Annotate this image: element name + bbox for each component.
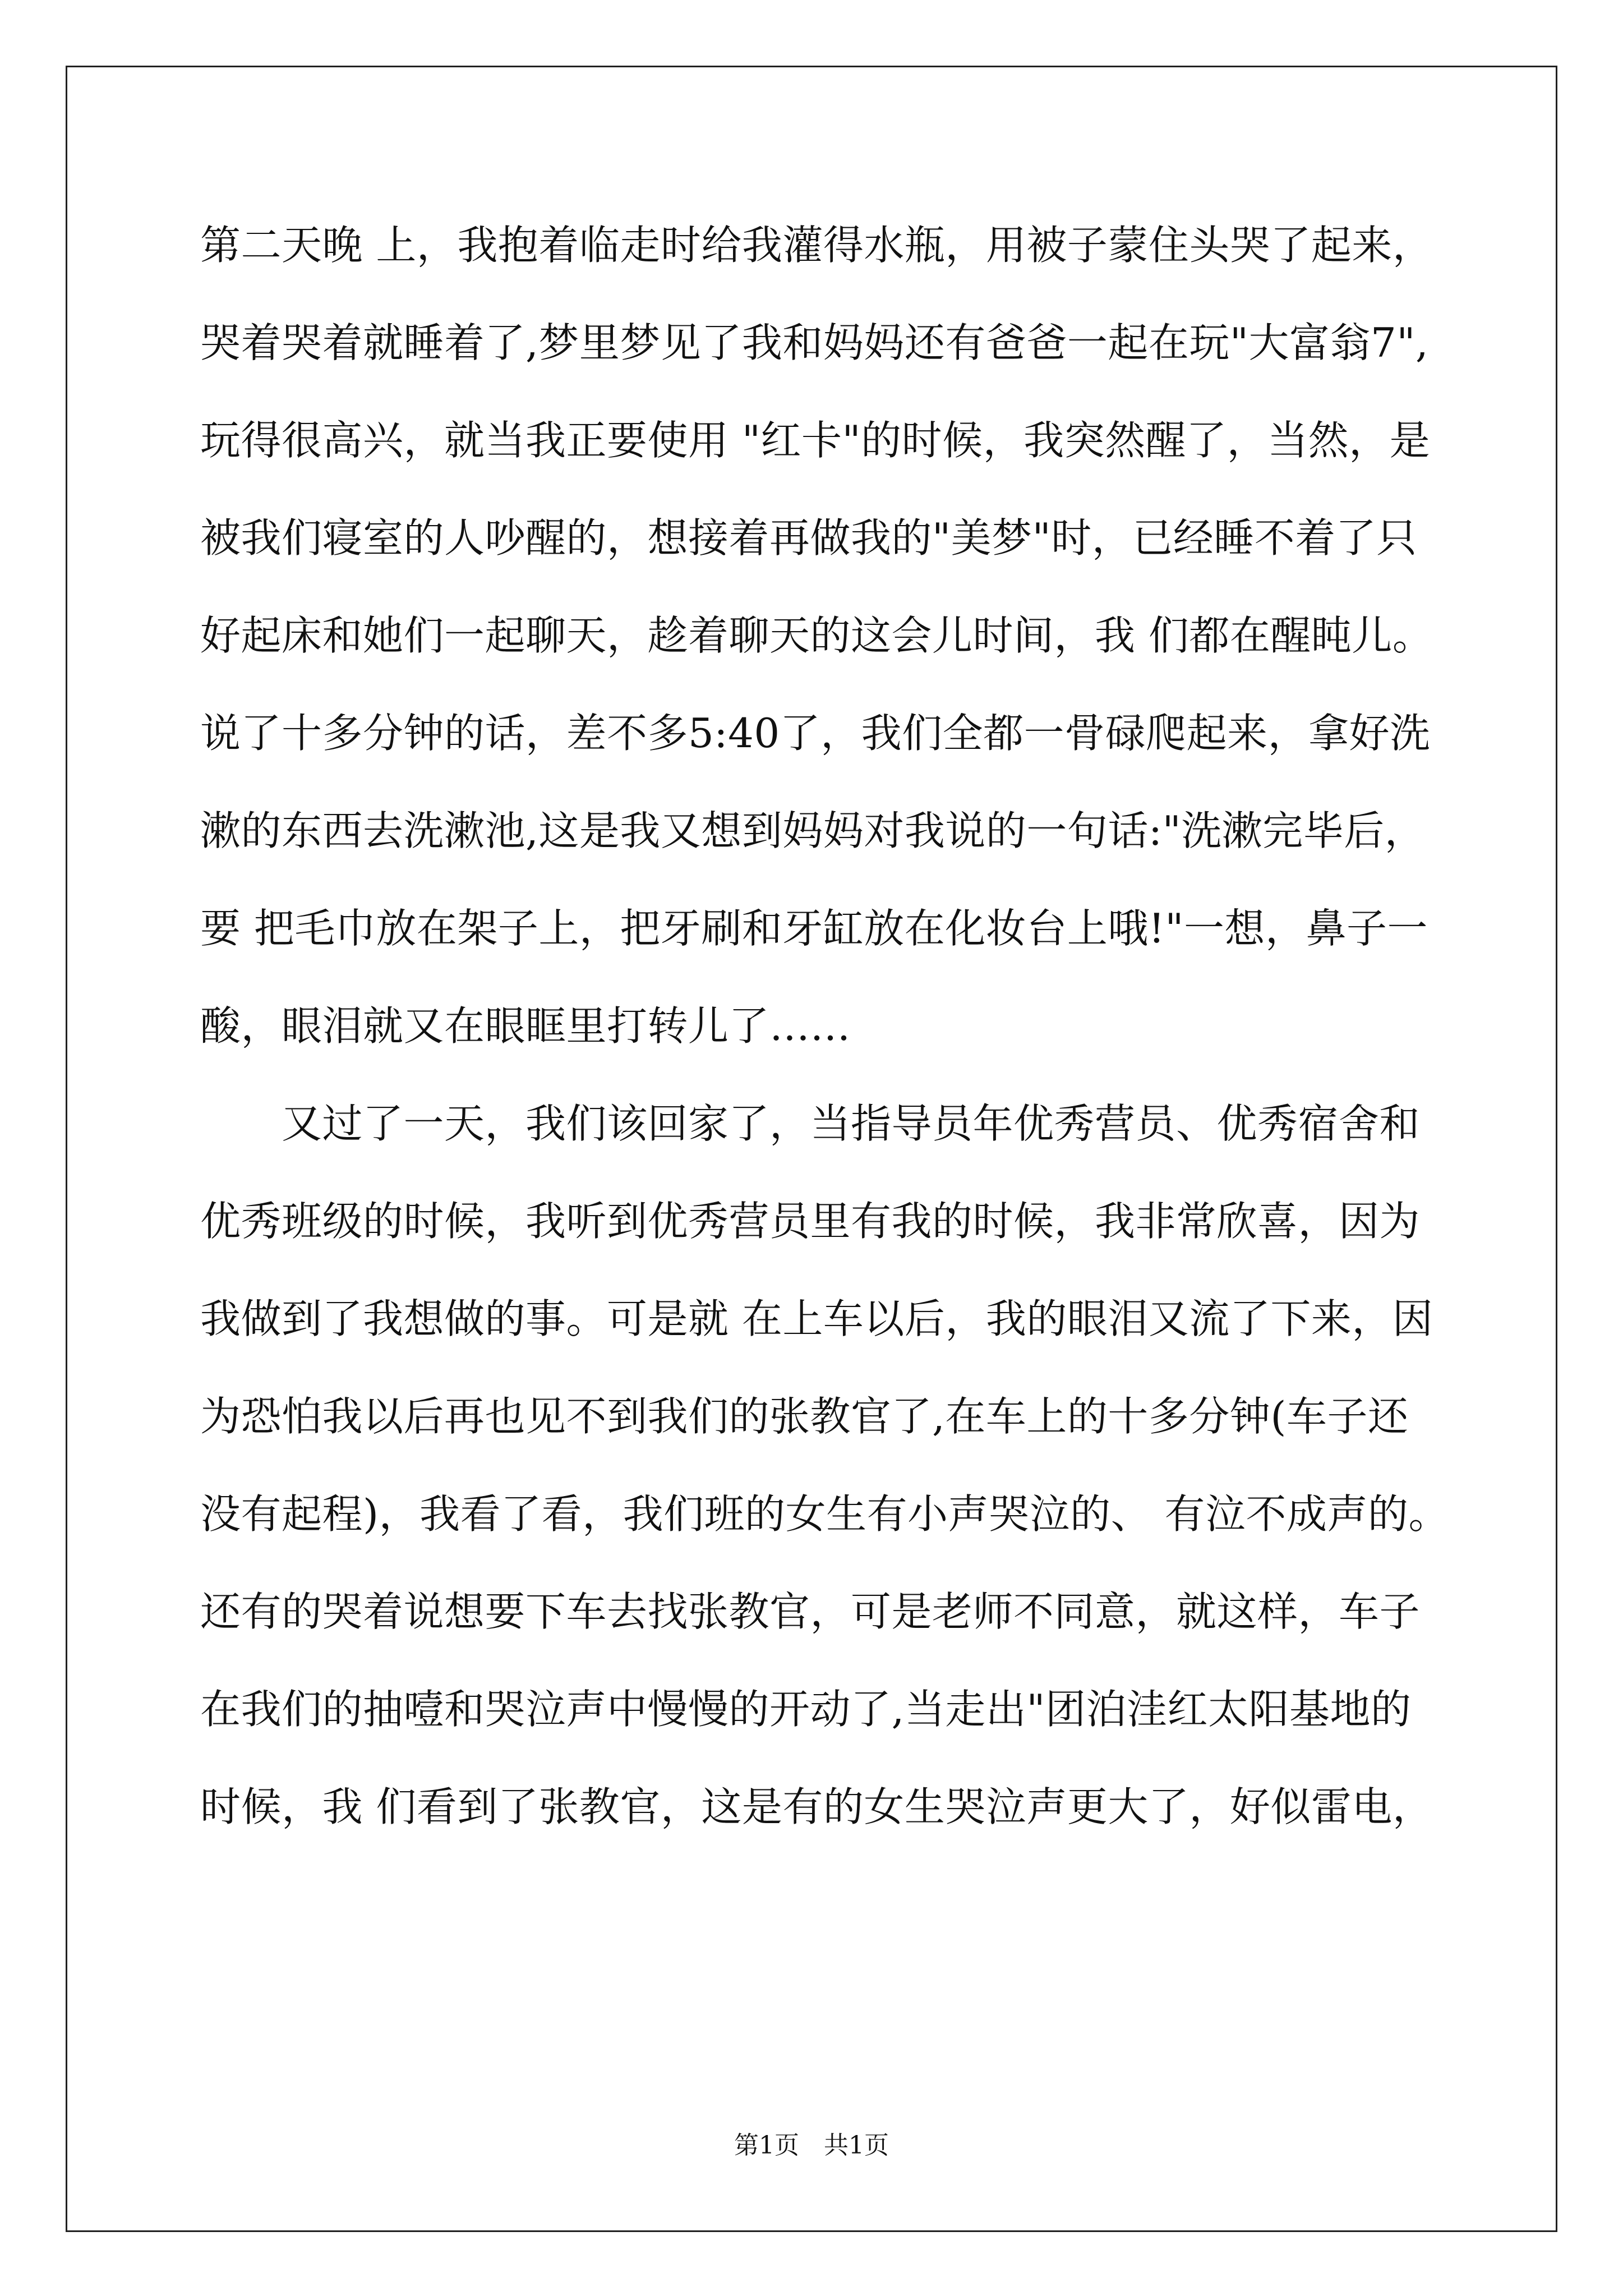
- text-line: 要 把毛巾放在架子上，把牙刷和牙缸放在化妆台上哦!"一想，鼻子一: [200, 905, 1428, 952]
- text-line: 好起床和她们一起聊天，趁着聊天的这会儿时间，我 们都在醒盹儿。: [200, 612, 1433, 659]
- text-line: 漱的东西去洗漱池,这是我又想到妈妈对我说的一句话:"洗漱完毕后，: [200, 807, 1426, 854]
- text-line: 酸，眼泪就又在眼眶里打转儿了……: [200, 1002, 851, 1050]
- text-line: 时候，我 们看到了张教官，这是有的女生哭泣声更大了，好似雷电，: [200, 1783, 1433, 1830]
- text-line: 玩得很高兴，就当我正要使用 "红卡"的时候，我突然醒了，当然，是: [200, 417, 1431, 464]
- text-line: 还有的哭着说想要下车去找张教官，可是老师不同意，就这样，车子: [200, 1588, 1421, 1635]
- text-line: 优秀班级的时候，我听到优秀营员里有我的时候，我非常欣喜，因为: [200, 1198, 1421, 1245]
- text-line: 在我们的抽噎和哭泣声中慢慢的开动了,当走出"团泊洼红太阳基地的: [200, 1686, 1412, 1733]
- document-body: [200, 196, 1449, 1856]
- text-line: 没有起程)，我看了看，我们班的女生有小声哭泣的、 有泣不成声的。: [200, 1490, 1449, 1538]
- text-line: 我做到了我想做的事。可是就 在上车以后，我的眼泪又流了下来，因: [200, 1295, 1433, 1342]
- text-line: 被我们寝室的人吵醒的，想接着再做我的"美梦"时，已经睡不着了只: [200, 514, 1417, 562]
- text-line: 哭着哭着就睡着了,梦里梦见了我和妈妈还有爸爸一起在玩"大富翁7",: [200, 319, 1429, 366]
- text-line: 说了十多分钟的话，差不多5:40了，我们全都一骨碌爬起来，拿好洗: [200, 710, 1431, 757]
- text-line: 又过了一天，我们该回家了，当指导员年优秀营员、优秀宿舍和: [200, 1100, 1421, 1147]
- text-line: 第二天晚 上，我抱着临走时给我灌得水瓶，用被子蒙住头哭了起来，: [200, 222, 1433, 269]
- page-footer: 第1页 共1页: [734, 2131, 889, 2160]
- text-line: 为恐怕我以后再也见不到我们的张教官了,在车上的十多分钟(车子还: [200, 1393, 1409, 1440]
